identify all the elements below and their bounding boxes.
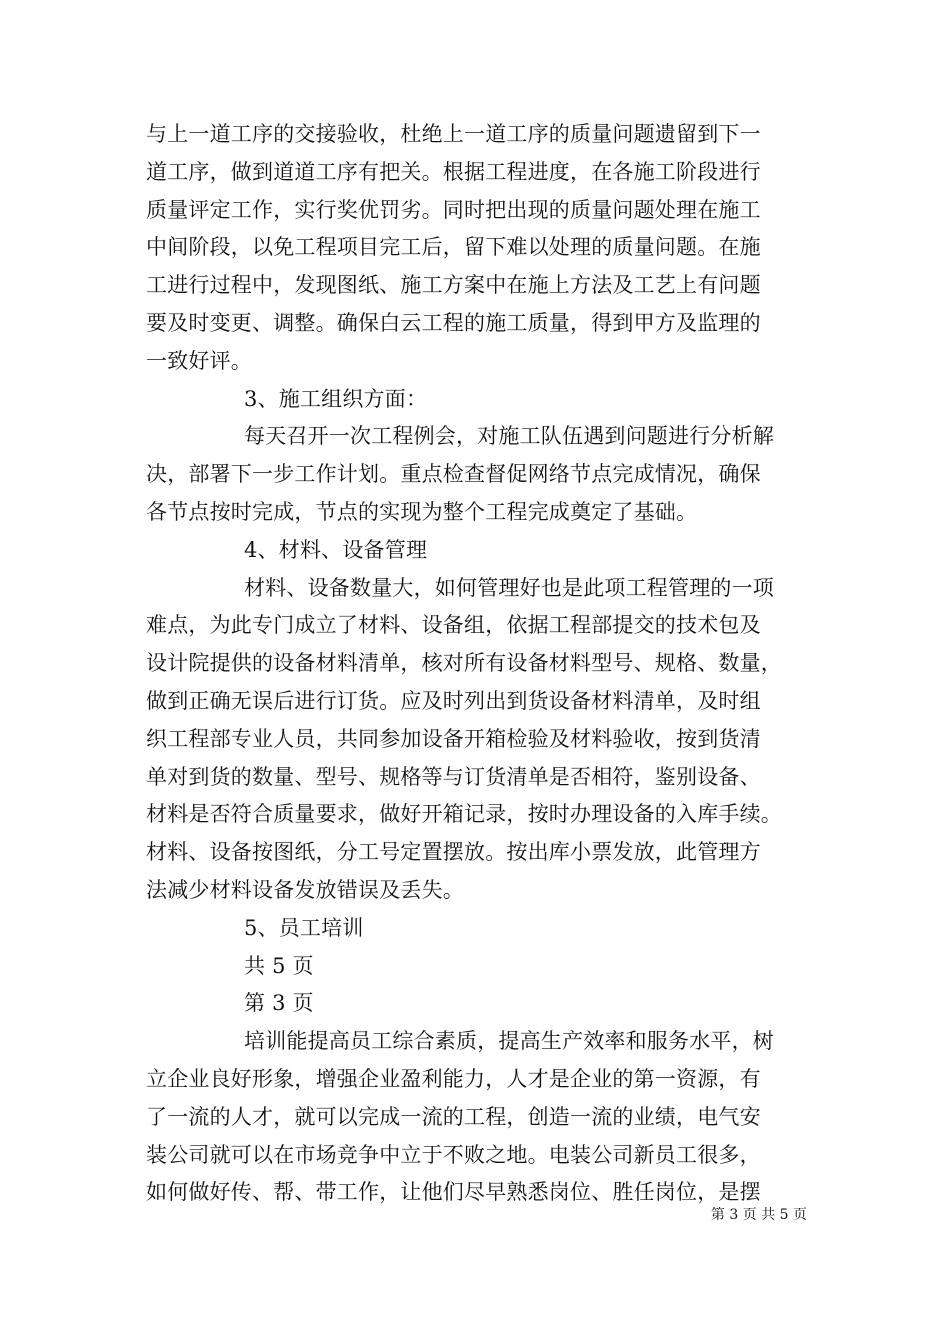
text-line: 中间阶段，以免工程项目完工后，留下难以处理的质量问题。在施 — [146, 235, 761, 260]
text-line: 如何做好传、帮、带工作，让他们尽早熟悉岗位、胜任岗位，是摆 — [146, 1180, 761, 1205]
text-line: 材料是否符合质量要求，做好开箱记录，按时办理设备的入库手续。 — [146, 802, 782, 827]
text-line: 质量评定工作，实行奖优罚劣。同时把出现的质量问题处理在施工 — [146, 197, 761, 222]
text-line: 各节点按时完成，节点的实现为整个工程完成奠定了基础。 — [146, 499, 698, 524]
text-line: 织工程部专业人员，共同参加设备开箱检验及材料验收，按到货清 — [146, 726, 761, 751]
text-line: 道工序，做到道道工序有把关。根据工程进度，在各施工阶段进行 — [146, 159, 761, 184]
paragraph-start: 每天召开一次工程例会，对施工队伍遇到问题进行分析解 — [244, 424, 774, 449]
text-line: 难点，为此专门成立了材料、设备组，依据工程部提交的技术包及 — [146, 613, 761, 638]
section-heading: 5、员工培训 — [244, 915, 364, 940]
text-line: 一致好评。 — [146, 348, 252, 373]
section-heading: 3、施工组织方面： — [244, 386, 428, 411]
body-text — [146, 116, 826, 1212]
page-footer: 第 3 页 共 5 页 — [710, 1207, 807, 1223]
paragraph-start: 培训能提高员工综合素质，提高生产效率和服务水平，树 — [244, 1029, 774, 1054]
text-line: 装公司就可以在市场竞争中立于不败之地。电装公司新员工很多， — [146, 1142, 761, 1167]
text-line: 工进行过程中，发现图纸、施工方案中在施上方法及工艺上有问题 — [146, 273, 761, 298]
text-line: 要及时变更、调整。确保白云工程的施工质量，得到甲方及监理的 — [146, 310, 761, 335]
page-count-note: 共 5 页 — [244, 953, 314, 978]
text-line: 了一流的人才，就可以完成一流的工程，创造一流的业绩，电气安 — [146, 1104, 761, 1129]
text-line: 立企业良好形象，增强企业盈利能力，人才是企业的第一资源，有 — [146, 1066, 761, 1091]
text-line: 设计院提供的设备材料清单，核对所有设备材料型号、规格、数量， — [146, 651, 782, 676]
page-number-note: 第 3 页 — [244, 991, 314, 1016]
text-line: 做到正确无误后进行订货。应及时列出到货设备材料清单，及时组 — [146, 688, 761, 713]
text-line: 材料、设备按图纸，分工号定置摆放。按出库小票发放，此管理方 — [146, 840, 761, 865]
text-line: 单对到货的数量、型号、规格等与订货清单是否相符，鉴别设备、 — [146, 764, 761, 789]
text-line: 法减少材料设备发放错误及丢失。 — [146, 877, 464, 902]
text-line: 与上一道工序的交接验收，杜绝上一道工序的质量问题遗留到下一 — [146, 122, 761, 146]
section-heading: 4、材料、设备管理 — [244, 537, 428, 562]
text-line: 决，部署下一步工作计划。重点检查督促网络节点完成情况，确保 — [146, 462, 761, 487]
paragraph-start: 材料、设备数量大，如何管理好也是此项工程管理的一项 — [244, 575, 774, 600]
